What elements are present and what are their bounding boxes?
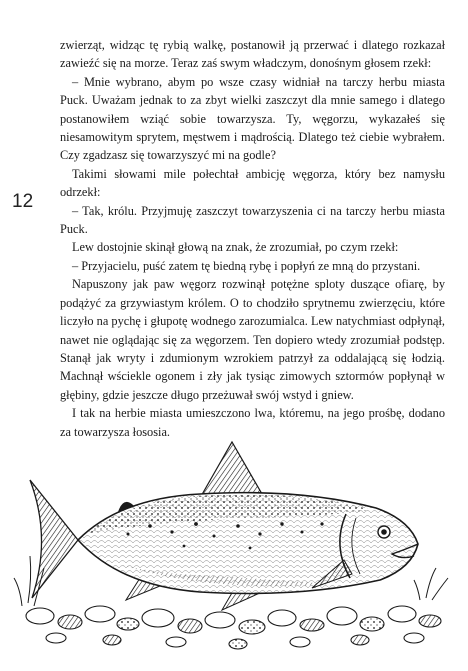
salmon-drawing: [0, 428, 468, 666]
paragraph-lion-nod: Lew dostojnie skinął głową na znak, że zrozumiał, po czym rzekł:: [72, 240, 399, 255]
page-number: 12: [12, 191, 34, 212]
paragraph-ending: I tak na herbie miasta umieszczono lwa, któremu, na jego prośbę, dodano za towarzysza łososia.: [60, 406, 445, 439]
pebbles: [26, 606, 441, 649]
paragraph-eel-answer: – Tak, królu. Przyjmuję zaszczyt towarzyszenia ci na tarczy herbu miasta Puck.: [60, 203, 445, 237]
salmon-illustration: [0, 428, 468, 666]
paragraph-lion-request: – Przyjacielu, puść zatem tę biedną rybę i popłyń ze mną do przystani.: [72, 258, 421, 273]
paragraph-lion-speech: – Mnie wybrano, abym po wsze czasy widniał na tarczy herbu miasta Puck. Uważam jednak to za zbyt wielki zaszczyt dla mnie samego i dlatego postanowiłem wziąć sobie towarzysza. Ty, węgorzu, wykazałeś się niesamowitym sprytem, męstwem i mądrością. Dlatego też ciebie wybrałem. Czy zgadzasz się towarzyszyć mi na godle?: [60, 74, 445, 163]
salmon-dorsal-fin: [200, 442, 262, 498]
paragraph-trick: Napuszony jak paw węgorz rozwinął potężne sploty duszące ofiarę, by podążyć za grzywiastym królem. O to chodziło sprytnemu zwierzęciu, które liczyło na pychę i głupotę wodnego zarozumialca. Lew natychmiast odpłynął, nawet nie oglądając się za węgorzem. Ten dopiero wtedy zrozumiał podstęp. Stanął jak wryty i zdumionym wzrokiem patrzył za oddalającą się łodzią. Machnął wściekle ogonem i zły jak tysiąc zimowych sztormów popłynął w głębiny, gdzie jeszcze długo przeżuwał swój wstyd i gniew.: [60, 277, 445, 402]
salmon-tail: [30, 480, 78, 598]
paragraph-continuation: zwierząt, widząc tę rybią walkę, postanowił ją przerwać i dlatego rozkazał zawieźć się na morze. Teraz zaś swym władczym, donośnym głosem rzekł:: [60, 38, 445, 71]
paragraph-eel-answer-intro: Takimi słowami mile połechtał ambicję węgorza, który bez namysłu odrzekł:: [60, 166, 445, 200]
story-text: [60, 36, 445, 441]
